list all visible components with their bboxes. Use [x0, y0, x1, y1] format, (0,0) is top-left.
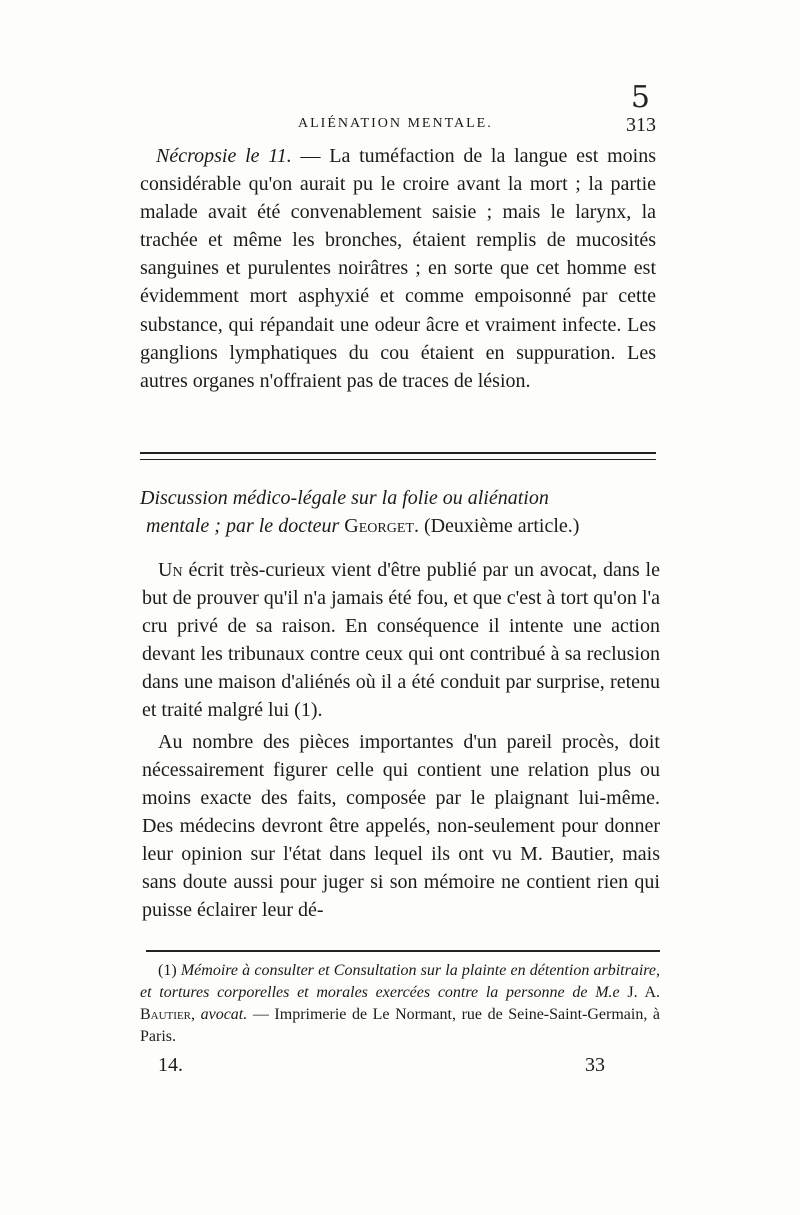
footnote-author-name: J. A. Bautier,	[140, 984, 661, 1023]
page-header	[140, 80, 660, 140]
article-title	[140, 484, 660, 540]
autopsy-lead: Nécropsie le 11.	[156, 145, 292, 167]
body-paragraph-text: écrit très-curieux vient d'être publié par un avocat, dans le but de prouver qu'il n'a jamais été fou, et que c'est à tort qu'on l'a cru privé de sa raison. En conséquence il intente une action devant les tribunaux contre ceux qui ont contribué à sa reclusion dans une maison d'aliénés où il a été conduit par surprise, retenu et traité malgré lui (1).	[142, 559, 660, 721]
autopsy-text: — La tuméfaction de la langue est moins considérable qu'on aurait pu le croire avant la mort ; la partie malade avait été convenablement saisie ; mais le larynx, la trachée et même les bronches, étaient remplis de mucosités sanguines et purulentes noirâtres ; en sorte que cet homme est évidemment mort asphyxié et comme empoisonné par cette substance, qui répandait une odeur âcre et vraiment infecte. Les ganglions lymphatiques du cou étaient en suppuration. Les autres organes n'offraient pas de traces de lésion.	[140, 145, 656, 392]
footnote-imprint: — Imprimerie de Le Normant, rue de Seine-Saint-Germain, à Paris.	[140, 1006, 661, 1045]
footnote-title: Mémoire à consulter et Consultation sur la plainte en détention arbitraire, et tortures corporelles et morales exercées contre la personne de M.e	[140, 962, 661, 1001]
signature-mark: 14.	[158, 1054, 183, 1076]
handwritten-mark: 5	[630, 80, 650, 115]
body-lead-word: Un	[158, 559, 183, 581]
article-title-line2-italic: mentale ; par le docteur	[146, 515, 340, 537]
footnote-author-role: avocat.	[200, 1006, 248, 1023]
article-part: (Deuxième article.)	[423, 515, 580, 537]
article-title-line2	[140, 512, 660, 540]
page-number: 313	[626, 114, 656, 136]
running-title: ALIÉNATION MENTALE.	[298, 116, 493, 131]
article-author: Georget.	[344, 515, 419, 537]
article-body	[142, 556, 660, 924]
sheet-number: 33	[585, 1054, 605, 1076]
footnote	[140, 960, 660, 1048]
footnote-marker: (1)	[158, 962, 177, 979]
footnote-rule	[146, 950, 660, 952]
autopsy-paragraph	[140, 142, 656, 395]
body-paragraph	[142, 556, 660, 724]
body-paragraph: Au nombre des pièces importantes d'un pareil procès, doit nécessairement figurer celle qui contient une relation plus ou moins exacte des faits, composée par le plaignant lui-même. Des médecins devront être appelés, non-seulement pour donner leur opinion sur l'état dans lequel ils ont vu M. Bautier, mais sans doute aussi pour juger si son mémoire ne contient rien qui puisse éclairer leur dé-	[142, 731, 660, 921]
article-title-line1: Discussion médico-légale sur la folie ou aliénation	[140, 487, 549, 509]
section-divider	[140, 452, 656, 460]
